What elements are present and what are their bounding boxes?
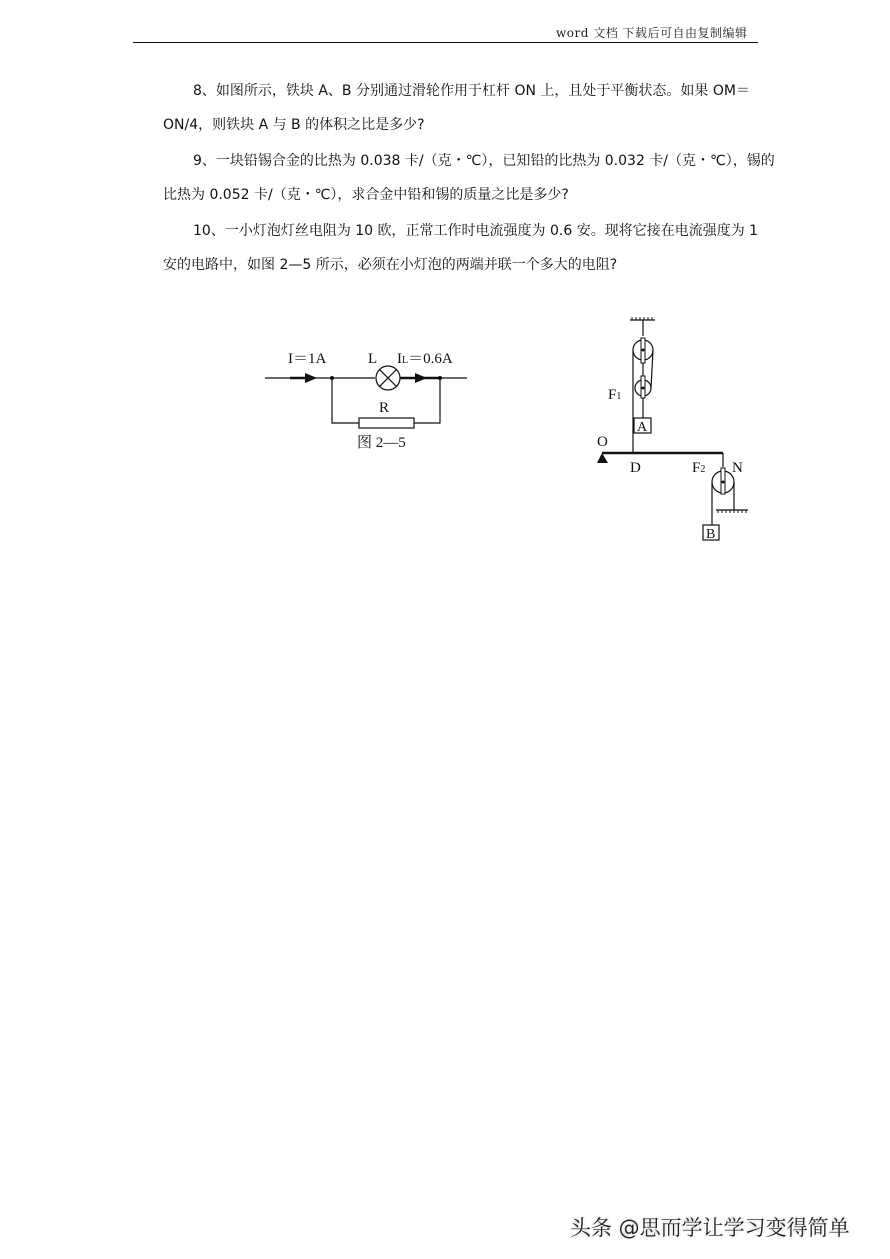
- ceiling-support-icon: [630, 317, 655, 320]
- question-8-line-1: 8、如图所示，铁块 A、B 分别通过滑轮作用于杠杆 ON 上，且处于平衡状态。如果 OM＝: [193, 83, 750, 99]
- header-divider: [133, 42, 758, 43]
- figure-caption: 图 2—5: [357, 435, 406, 451]
- point-n-label: N: [732, 460, 743, 476]
- lamp-current-arrow-icon: [415, 373, 427, 383]
- lamp-current-label: IL＝0.6A: [397, 351, 453, 367]
- lamp-icon: [376, 366, 400, 390]
- force-f2-label: F2: [692, 460, 706, 476]
- block-a-label: A: [637, 420, 648, 435]
- question-10-line-1: 10、一小灯泡灯丝电阻为 10 欧，正常工作时电流强度为 0.6 安。现将它接在电流强度为 1: [193, 223, 759, 239]
- watermark: 头条 @思而学让学习变得简单: [570, 1216, 850, 1240]
- ground-support-icon: [716, 510, 748, 513]
- block-b-label: B: [706, 527, 716, 542]
- question-10: [163, 214, 813, 282]
- question-8: [163, 74, 813, 142]
- question-9-line-1: 9、一块铅锡合金的比热为 0.038 卡/（克・℃），已知铅的比热为 0.032 卡/（克・℃），锡的: [193, 153, 775, 169]
- total-current-label: I＝1A: [288, 351, 327, 367]
- question-9: [163, 144, 813, 212]
- movable-pulley-icon: [635, 376, 651, 398]
- lever-pulley-diagram: [590, 310, 760, 550]
- force-f1-label: F1: [608, 387, 622, 403]
- fixed-pulley-icon: [633, 338, 653, 363]
- point-d-label: D: [630, 460, 641, 476]
- question-8-line-2: ON/4，则铁块 A 与 B 的体积之比是多少?: [163, 117, 425, 133]
- resistor-label: R: [379, 400, 390, 416]
- resistor-icon: [359, 418, 414, 428]
- question-9-line-2: 比热为 0.052 卡/（克・℃），求合金中铅和锡的质量之比是多少?: [163, 187, 569, 203]
- point-o-label: O: [597, 434, 608, 450]
- circuit-diagram: [255, 335, 480, 460]
- fulcrum-icon: [597, 453, 608, 463]
- lower-pulley-icon: [712, 468, 734, 494]
- document-header: word 文档 下载后可自由复制编辑: [556, 26, 748, 40]
- lamp-label: L: [368, 351, 378, 367]
- question-10-line-2: 安的电路中，如图 2—5 所示，必须在小灯泡的两端并联一个多大的电阻?: [163, 257, 618, 273]
